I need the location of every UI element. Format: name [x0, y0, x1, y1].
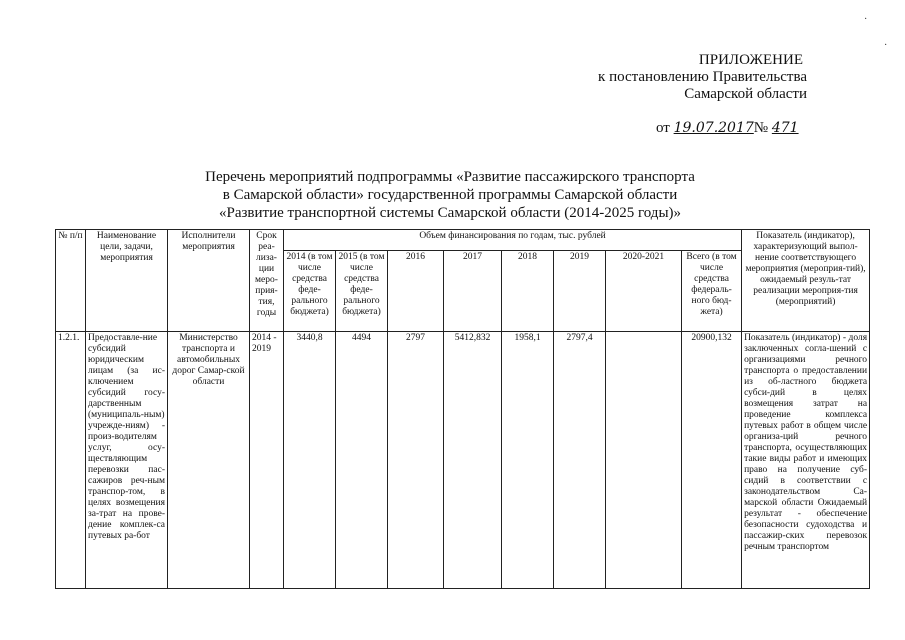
cell-executor: Министерство транспорта и автомобильных дорог Самар-ской области — [168, 332, 250, 589]
order-prefix: от — [656, 120, 670, 136]
col-header-num: № п/п — [56, 230, 86, 332]
cell-2014: 3440,8 — [284, 332, 336, 589]
order-reference — [656, 120, 799, 137]
cell-2018: 1958,1 — [502, 332, 554, 589]
col-header-2014: 2014 (в том числе средства феде-рального бюджета) — [284, 251, 336, 332]
order-number: 471 — [771, 120, 799, 136]
table-row — [56, 332, 870, 589]
title-line: в Самарской области» государственной программы Самарской области — [222, 187, 678, 203]
appendix-header — [598, 52, 807, 103]
document-title — [150, 168, 750, 222]
cell-2015: 4494 — [336, 332, 388, 589]
col-header-indicator: Показатель (индикатор), характеризующий выпол-нение соответствующего мероприятия (мероприя-тий), ожидаемый резуль-тат реализации мероприя-тия (мероприятий) — [742, 230, 870, 332]
col-header-total: Всего (в том числе средства федераль-ного бюд-жета) — [682, 251, 742, 332]
cell-name: Предоставле-ние субсидий юридическим лицам (за ис-ключением субсидий госу-дарственным (муниципаль-ным) учрежде-ниям) - произ-водителям услуг, осу-ществляющим перевозки пас-сажиров реч-ным транспор-том, в целях возмещения за-трат на прове-дение комплек-са путевых ра-бот — [86, 332, 168, 589]
col-header-2020-2021: 2020-2021 — [606, 251, 682, 332]
cell-2016: 2797 — [388, 332, 444, 589]
cell-num: 1.2.1. — [56, 332, 86, 589]
col-header-2017: 2017 — [444, 251, 502, 332]
cell-2019: 2797,4 — [554, 332, 606, 589]
appendix-line: к постановлению Правительства — [598, 69, 807, 85]
cell-2017: 5412,832 — [444, 332, 502, 589]
appendix-title: ПРИЛОЖЕНИЕ — [698, 52, 803, 68]
col-header-executors: Исполнители мероприятия — [168, 230, 250, 332]
col-header-2019: 2019 — [554, 251, 606, 332]
col-header-funding: Объем финансирования по годам, тыс. рублей — [284, 230, 742, 251]
col-header-2015: 2015 (в том числе средства феде-рального бюджета) — [336, 251, 388, 332]
col-header-term: Срок реа-лиза-ции меро-прия-тия, годы — [250, 230, 284, 332]
scan-dot-mark: · — [864, 14, 868, 25]
appendix-line: Самарской области — [684, 86, 807, 102]
cell-2020-2021 — [606, 332, 682, 589]
cell-term: 2014 - 2019 — [250, 332, 284, 589]
scan-dot-mark: · — [884, 40, 888, 51]
cell-indicator: Показатель (индикатор) - доля заключенных согла-шений с организациями речного транспорта о предоставлении из об-ластного бюджета субси-дий в целях возмещения затрат на проведение комплекса путевых работ в общем числе организа-ций речного транспорта, осуществляющих такие виды работ и имеющих право на получение суб-сидий в соответствии с законодательством Са-марской области Ожидаемый результат - обеспечение безопасности судоходства и пассажир-ских перевозок речным транспортом — [742, 332, 870, 589]
order-number-sign: № — [753, 120, 769, 136]
order-date: 19.07.2017 — [673, 120, 754, 136]
col-header-name: Наименование цели, задачи, мероприятия — [86, 230, 168, 332]
measures-table — [55, 229, 870, 589]
title-line: Перечень мероприятий подпрограммы «Развитие пассажирского транспорта — [205, 169, 695, 185]
cell-total: 20900,132 — [682, 332, 742, 589]
col-header-2016: 2016 — [388, 251, 444, 332]
title-line: «Развитие транспортной системы Самарской области (2014-2025 годы)» — [218, 205, 682, 221]
table-header-row — [56, 230, 870, 251]
col-header-2018: 2018 — [502, 251, 554, 332]
